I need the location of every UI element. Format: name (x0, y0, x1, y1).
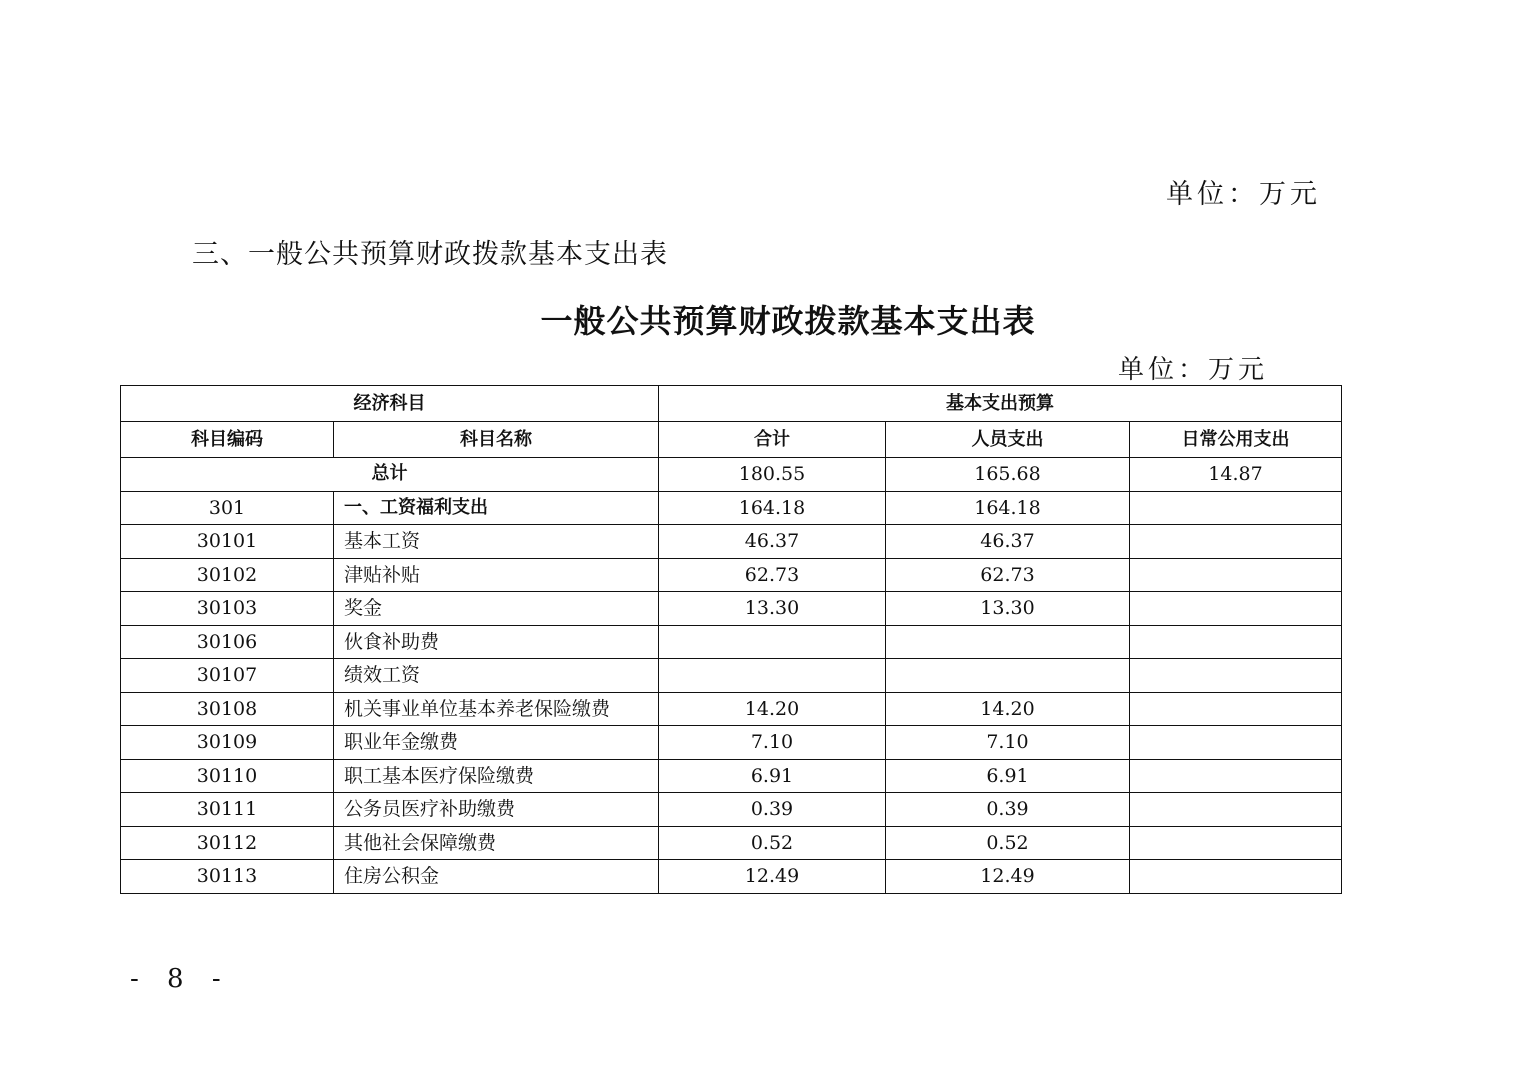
row-name-cell: 职工基本医疗保险缴费 (334, 759, 659, 793)
column-header-code: 科目编码 (121, 422, 334, 458)
row-personnel-cell (886, 659, 1130, 693)
row-public-cell (1130, 726, 1342, 760)
table-row (121, 625, 1342, 659)
economic-subject-header: 经济科目 (121, 386, 659, 422)
column-header-public: 日常公用支出 (1130, 422, 1342, 458)
table-row (121, 826, 1342, 860)
total-row-label: 总计 (121, 458, 659, 492)
column-header-total: 合计 (659, 422, 886, 458)
row-name-cell: 职业年金缴费 (334, 726, 659, 760)
row-code-cell: 30103 (121, 592, 334, 626)
row-total-cell (659, 625, 886, 659)
section-heading: 三、一般公共预算财政拨款基本支出表 (192, 239, 668, 270)
row-total-cell: 164.18 (659, 491, 886, 525)
row-public-cell (1130, 860, 1342, 894)
row-total-cell: 62.73 (659, 558, 886, 592)
row-personnel-cell: 6.91 (886, 759, 1130, 793)
row-public-cell (1130, 793, 1342, 827)
row-public-cell (1130, 491, 1342, 525)
table-row (121, 558, 1342, 592)
row-total-cell: 14.20 (659, 692, 886, 726)
row-public-cell (1130, 592, 1342, 626)
table-row (121, 759, 1342, 793)
row-code-cell: 30102 (121, 558, 334, 592)
row-total-cell: 6.91 (659, 759, 886, 793)
row-public-cell (1130, 525, 1342, 559)
row-code-cell: 301 (121, 491, 334, 525)
total-row (121, 458, 1342, 492)
row-total-cell: 0.52 (659, 826, 886, 860)
row-code-cell: 30112 (121, 826, 334, 860)
column-header-name: 科目名称 (334, 422, 659, 458)
row-name-cell: 公务员医疗补助缴费 (334, 793, 659, 827)
row-personnel-cell: 12.49 (886, 860, 1130, 894)
row-code-cell: 30106 (121, 625, 334, 659)
table-column-header-row (121, 422, 1342, 458)
row-personnel-cell: 14.20 (886, 692, 1130, 726)
table-row (121, 525, 1342, 559)
row-total-cell: 0.39 (659, 793, 886, 827)
row-personnel-cell (886, 625, 1130, 659)
row-personnel-cell: 13.30 (886, 592, 1130, 626)
row-personnel-cell: 46.37 (886, 525, 1130, 559)
row-name-cell: 伙食补助费 (334, 625, 659, 659)
row-name-cell: 绩效工资 (334, 659, 659, 693)
row-name-cell: 基本工资 (334, 525, 659, 559)
row-name-cell: 奖金 (334, 592, 659, 626)
table-row (121, 692, 1342, 726)
total-row-personnel: 165.68 (886, 458, 1130, 492)
table-row (121, 793, 1342, 827)
row-name-cell: 机关事业单位基本养老保险缴费 (334, 692, 659, 726)
budget-table (120, 385, 1342, 894)
row-public-cell (1130, 659, 1342, 693)
row-personnel-cell: 7.10 (886, 726, 1130, 760)
row-personnel-cell: 164.18 (886, 491, 1130, 525)
table-unit-label: 单位：万元 (1118, 355, 1269, 385)
row-code-cell: 30110 (121, 759, 334, 793)
row-total-cell: 13.30 (659, 592, 886, 626)
page-number: - 8 - (130, 964, 231, 994)
row-public-cell (1130, 558, 1342, 592)
row-public-cell (1130, 826, 1342, 860)
row-code-cell: 30107 (121, 659, 334, 693)
table-row (121, 659, 1342, 693)
row-total-cell (659, 659, 886, 693)
table-row (121, 860, 1342, 894)
total-row-total: 180.55 (659, 458, 886, 492)
row-public-cell (1130, 625, 1342, 659)
row-total-cell: 7.10 (659, 726, 886, 760)
row-personnel-cell: 0.52 (886, 826, 1130, 860)
table-group-header-row (121, 386, 1342, 422)
row-name-cell: 津贴补贴 (334, 558, 659, 592)
row-public-cell (1130, 759, 1342, 793)
row-code-cell: 30111 (121, 793, 334, 827)
table-title: 一般公共预算财政拨款基本支出表 (540, 302, 1036, 340)
row-code-cell: 30113 (121, 860, 334, 894)
row-code-cell: 30109 (121, 726, 334, 760)
row-personnel-cell: 0.39 (886, 793, 1130, 827)
column-header-personnel: 人员支出 (886, 422, 1130, 458)
table-row (121, 592, 1342, 626)
row-name-cell: 一、工资福利支出 (334, 491, 659, 525)
row-name-cell: 住房公积金 (334, 860, 659, 894)
unit-label-top: 单位：万元 (1166, 179, 1321, 210)
basic-expenditure-budget-header: 基本支出预算 (659, 386, 1342, 422)
row-total-cell: 46.37 (659, 525, 886, 559)
row-public-cell (1130, 692, 1342, 726)
total-row-public: 14.87 (1130, 458, 1342, 492)
row-code-cell: 30101 (121, 525, 334, 559)
row-code-cell: 30108 (121, 692, 334, 726)
row-personnel-cell: 62.73 (886, 558, 1130, 592)
row-total-cell: 12.49 (659, 860, 886, 894)
row-name-cell: 其他社会保障缴费 (334, 826, 659, 860)
table-row (121, 726, 1342, 760)
table-row (121, 491, 1342, 525)
